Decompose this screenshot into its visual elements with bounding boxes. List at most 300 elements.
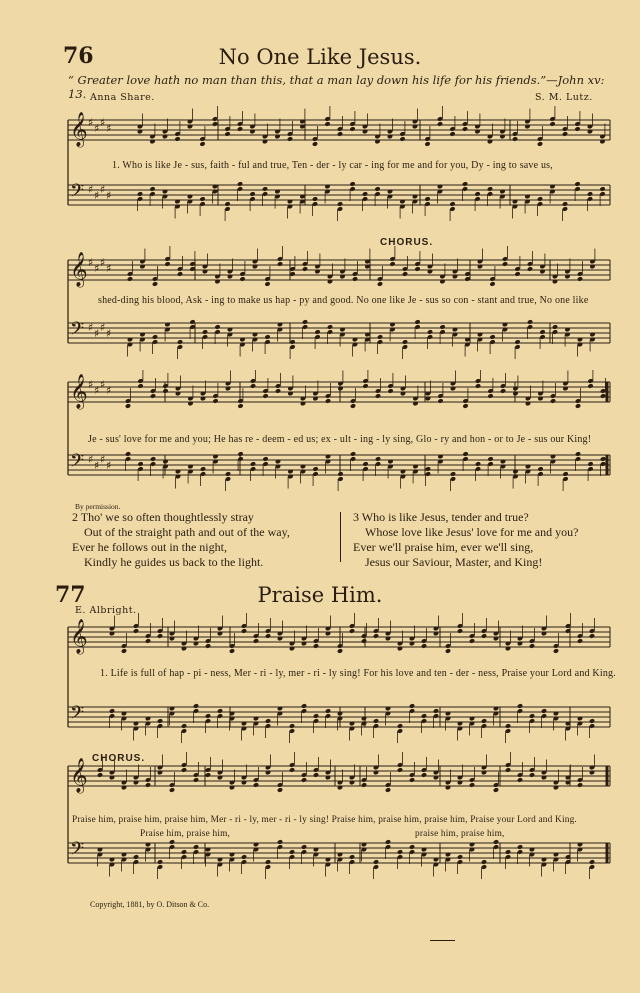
note xyxy=(589,332,595,352)
sharp-icon: ♯ xyxy=(94,327,100,340)
note xyxy=(445,633,451,654)
note xyxy=(553,711,559,731)
note xyxy=(412,464,418,484)
note xyxy=(514,256,520,277)
note xyxy=(169,706,175,726)
note xyxy=(373,618,379,639)
note xyxy=(202,254,208,275)
note xyxy=(452,327,458,347)
note xyxy=(187,109,193,130)
note xyxy=(399,199,405,219)
note xyxy=(402,339,408,359)
note xyxy=(397,849,403,869)
note xyxy=(205,757,211,778)
note xyxy=(489,266,495,287)
note xyxy=(462,451,468,471)
note xyxy=(253,623,259,644)
note xyxy=(487,456,493,476)
bass-clef-icon: 𝄢 xyxy=(70,451,85,476)
note xyxy=(421,847,427,867)
note xyxy=(187,386,193,407)
note xyxy=(445,711,451,731)
lyric-sub-77-b: praise him, praise him, xyxy=(415,829,505,839)
note xyxy=(289,849,295,869)
note xyxy=(324,184,330,204)
note xyxy=(262,124,268,145)
note xyxy=(439,324,445,344)
note xyxy=(589,859,595,879)
note xyxy=(229,852,235,872)
note xyxy=(377,266,383,287)
note xyxy=(433,857,439,877)
note xyxy=(361,623,367,644)
verse-2-line-1: 2 Tho' we so often thoughtlessly stray xyxy=(72,510,254,524)
note xyxy=(449,201,455,221)
note xyxy=(237,181,243,201)
note xyxy=(250,370,256,389)
note xyxy=(553,633,559,654)
note xyxy=(541,760,547,781)
note xyxy=(493,621,499,642)
note xyxy=(385,621,391,642)
note xyxy=(552,324,558,344)
note xyxy=(145,767,151,788)
note xyxy=(514,339,520,359)
note xyxy=(529,847,535,867)
note xyxy=(437,454,443,474)
note xyxy=(402,256,408,277)
note xyxy=(301,762,307,783)
note xyxy=(339,327,345,347)
note xyxy=(574,111,580,132)
sharp-icon: ♯ xyxy=(88,321,94,334)
note xyxy=(421,757,427,778)
note xyxy=(133,721,139,741)
note xyxy=(562,471,568,491)
note xyxy=(264,334,270,354)
note xyxy=(574,181,580,201)
note xyxy=(539,329,545,349)
note xyxy=(217,760,223,781)
note xyxy=(529,713,535,733)
note xyxy=(599,124,605,145)
note xyxy=(400,469,406,489)
note xyxy=(241,854,247,874)
note xyxy=(327,264,333,285)
note xyxy=(529,757,535,778)
note xyxy=(412,194,418,214)
sharp-icon: ♯ xyxy=(88,453,94,466)
note xyxy=(287,469,293,489)
note xyxy=(205,713,211,733)
note xyxy=(225,471,231,491)
note xyxy=(125,388,131,409)
note xyxy=(177,339,183,359)
note xyxy=(325,616,331,637)
treble-clef-icon: 𝄞 xyxy=(70,619,88,654)
music-system-77-1 xyxy=(0,612,640,752)
note xyxy=(517,844,523,864)
note xyxy=(121,852,127,872)
note xyxy=(433,760,439,781)
note xyxy=(450,471,456,491)
note xyxy=(350,451,356,471)
note xyxy=(214,324,220,344)
note xyxy=(262,456,268,476)
note xyxy=(562,201,568,221)
note xyxy=(389,246,395,267)
note xyxy=(517,703,523,723)
note xyxy=(214,264,220,285)
note xyxy=(349,854,355,874)
note xyxy=(325,454,331,474)
note xyxy=(505,631,511,652)
note xyxy=(253,767,259,788)
note xyxy=(313,713,319,733)
note xyxy=(277,322,283,342)
note xyxy=(302,319,308,339)
note xyxy=(150,456,156,476)
note xyxy=(125,451,131,471)
note xyxy=(177,256,183,277)
note xyxy=(457,854,463,874)
note xyxy=(164,322,170,342)
bass-clef-icon: 𝄢 xyxy=(70,319,85,344)
note xyxy=(193,626,199,647)
note xyxy=(169,839,175,859)
verse-2-line-3: Ever he follows out in the night, xyxy=(72,540,227,554)
note xyxy=(450,371,456,392)
note xyxy=(362,370,368,389)
note xyxy=(599,186,605,206)
note xyxy=(313,757,319,778)
note xyxy=(512,199,518,219)
note xyxy=(137,191,143,211)
sharp-icon: ♯ xyxy=(106,122,112,135)
note xyxy=(539,254,545,275)
note xyxy=(349,111,355,132)
note xyxy=(487,378,493,399)
note xyxy=(289,339,295,359)
note xyxy=(325,383,331,404)
hymn-title-77: Praise Him. xyxy=(257,583,383,607)
note xyxy=(375,456,381,476)
note xyxy=(237,111,243,132)
note xyxy=(162,189,168,209)
note xyxy=(577,842,583,862)
note xyxy=(265,718,271,738)
note xyxy=(174,199,180,219)
treble-clef-icon: 𝄞 xyxy=(70,252,88,287)
note xyxy=(537,196,543,216)
note xyxy=(512,121,518,142)
note xyxy=(241,765,247,786)
lyric-line-76-3: Je - sus' love for me and you; He has re - deem - ed us; ex - ult - ing - ly sing, Glo - ry and hon - or to Je - sus our King! xyxy=(88,434,592,445)
note xyxy=(502,246,508,267)
note xyxy=(145,842,151,862)
note xyxy=(227,327,233,347)
sharp-icon: ♯ xyxy=(106,262,112,275)
note xyxy=(385,706,391,726)
note xyxy=(425,381,431,402)
note xyxy=(462,181,468,201)
note xyxy=(437,383,443,404)
note xyxy=(464,337,470,357)
note xyxy=(493,772,499,793)
note xyxy=(327,324,333,344)
note xyxy=(589,249,595,270)
note xyxy=(527,319,533,339)
note xyxy=(193,844,199,864)
note xyxy=(361,842,367,862)
note xyxy=(549,184,555,204)
note xyxy=(212,454,218,474)
note xyxy=(325,760,331,781)
note xyxy=(277,772,283,793)
note xyxy=(375,378,381,399)
sharp-icon: ♯ xyxy=(94,189,100,202)
epigraph: “ Greater love hath no man than this, that a man lay down his life for his friends.”—John xv: 13. xyxy=(68,73,605,101)
note xyxy=(409,844,415,864)
note xyxy=(525,386,531,407)
note xyxy=(427,329,433,349)
note xyxy=(439,264,445,285)
note xyxy=(289,723,295,743)
note xyxy=(169,772,175,793)
note xyxy=(277,839,283,859)
note xyxy=(139,249,145,270)
note xyxy=(312,466,318,486)
note xyxy=(252,249,258,270)
note xyxy=(121,711,127,731)
lyric-line-77-2: Praise him, praise him, praise him, Mer - ri - ly, mer - ri - ly sing! Praise him, praise him, praise him, Praise your Lord and King. xyxy=(72,815,577,825)
note xyxy=(137,461,143,481)
note xyxy=(224,116,230,137)
note xyxy=(199,126,205,147)
note xyxy=(287,121,293,142)
note xyxy=(181,631,187,652)
sharp-icon: ♯ xyxy=(100,183,106,196)
note xyxy=(469,842,475,862)
note xyxy=(399,121,405,142)
note xyxy=(121,633,127,654)
note xyxy=(339,259,345,280)
copyright-note: Copyright, 1881, by O. Ditson & Co. xyxy=(90,900,210,909)
note xyxy=(469,716,475,736)
note xyxy=(265,618,271,639)
note xyxy=(475,370,481,389)
note xyxy=(389,322,395,342)
note xyxy=(565,765,571,786)
note xyxy=(600,456,606,476)
note xyxy=(374,124,380,145)
note xyxy=(127,337,133,357)
note xyxy=(277,621,283,642)
note xyxy=(474,114,480,135)
note xyxy=(175,469,181,489)
note xyxy=(457,765,463,786)
note xyxy=(387,459,393,479)
note xyxy=(481,859,487,879)
note xyxy=(150,378,156,399)
verse-2 xyxy=(72,510,290,570)
note xyxy=(277,246,283,267)
note xyxy=(157,859,163,879)
note xyxy=(149,186,155,206)
note xyxy=(505,849,511,869)
note xyxy=(181,752,187,773)
note xyxy=(181,849,187,869)
author-credit-77: E. Albright. xyxy=(75,605,137,616)
note xyxy=(202,329,208,349)
lyricist-credit: Anna Share. xyxy=(90,92,155,103)
note xyxy=(250,461,256,481)
sharp-icon: ♯ xyxy=(106,189,112,202)
note xyxy=(337,201,343,221)
note xyxy=(397,752,403,773)
sharp-icon: ♯ xyxy=(106,459,112,472)
note xyxy=(589,618,595,639)
note xyxy=(577,716,583,736)
bass-clef-icon: 𝄢 xyxy=(70,181,85,206)
sharp-icon: ♯ xyxy=(88,256,94,269)
note xyxy=(553,770,559,791)
note xyxy=(414,251,420,272)
note xyxy=(199,196,205,216)
note xyxy=(499,189,505,209)
note xyxy=(409,626,415,647)
note xyxy=(302,251,308,272)
note xyxy=(427,254,433,275)
note xyxy=(241,613,247,634)
note xyxy=(462,111,468,132)
note xyxy=(529,628,535,649)
note xyxy=(414,319,420,339)
treble-clef-icon: 𝄞 xyxy=(70,758,88,793)
note xyxy=(152,334,158,354)
note xyxy=(187,194,193,214)
sharp-icon: ♯ xyxy=(88,116,94,129)
note xyxy=(373,859,379,879)
sharp-icon: ♯ xyxy=(106,327,112,340)
note xyxy=(537,126,543,147)
note xyxy=(541,857,547,877)
lyric-line-76-2: shed-ding his blood, Ask - ing to make us hap - py and good. No one like Je - sus so con - stant and true, No one like xyxy=(98,295,589,306)
note xyxy=(550,383,556,404)
note xyxy=(289,752,295,773)
note xyxy=(187,464,193,484)
hymn-number-77: 77 xyxy=(55,582,86,608)
note xyxy=(493,839,499,859)
note xyxy=(349,765,355,786)
note xyxy=(139,332,145,352)
verse-3-line-4: Jesus our Saviour, Master, and King! xyxy=(365,555,543,569)
note xyxy=(157,755,163,776)
note xyxy=(541,708,547,728)
note xyxy=(301,844,307,864)
verse-3-line-3: Ever we'll praise him, ever we'll sing, xyxy=(353,540,534,554)
note xyxy=(133,854,139,874)
note xyxy=(452,259,458,280)
note xyxy=(541,616,547,637)
verse-3-line-1: 3 Who is like Jesus, tender and true? xyxy=(353,510,529,524)
note xyxy=(577,337,583,357)
sharp-icon: ♯ xyxy=(100,321,106,334)
note xyxy=(109,708,115,728)
note xyxy=(324,106,330,127)
chorus-label-76: CHORUS. xyxy=(380,237,434,248)
note xyxy=(312,196,318,216)
note xyxy=(464,261,470,282)
note xyxy=(337,852,343,872)
note xyxy=(600,378,606,399)
note xyxy=(424,196,430,216)
note xyxy=(589,755,595,776)
note xyxy=(421,713,427,733)
note xyxy=(287,376,293,397)
note xyxy=(239,337,245,357)
note xyxy=(313,628,319,649)
note xyxy=(164,246,170,267)
note xyxy=(349,721,355,741)
note xyxy=(121,770,127,791)
note xyxy=(575,451,581,471)
note xyxy=(137,114,143,135)
note xyxy=(377,334,383,354)
note xyxy=(387,189,393,209)
note xyxy=(152,266,158,287)
note xyxy=(512,469,518,489)
verse-3-line-2: Whose love like Jesus' love for me and you? xyxy=(365,525,579,539)
note xyxy=(174,121,180,142)
note xyxy=(577,767,583,788)
verse-3 xyxy=(353,510,578,570)
note xyxy=(587,191,593,211)
note xyxy=(550,454,556,474)
note xyxy=(145,623,151,644)
note xyxy=(577,623,583,644)
note xyxy=(265,755,271,776)
note xyxy=(589,718,595,738)
note xyxy=(445,770,451,791)
treble-clef-icon: 𝄞 xyxy=(70,374,88,409)
note xyxy=(437,184,443,204)
note xyxy=(409,703,415,723)
note xyxy=(145,716,151,736)
note xyxy=(189,251,195,272)
composer-credit: S. M. Lutz. xyxy=(535,92,593,103)
note xyxy=(200,381,206,402)
note xyxy=(109,616,115,637)
note xyxy=(264,266,270,287)
verse-2-line-4: Kindly he guides us back to the light. xyxy=(84,555,264,569)
note xyxy=(587,370,593,389)
note xyxy=(564,259,570,280)
note xyxy=(469,767,475,788)
note xyxy=(549,106,555,127)
note xyxy=(505,752,511,773)
note xyxy=(229,770,235,791)
note xyxy=(575,388,581,409)
note xyxy=(487,124,493,145)
note xyxy=(577,261,583,282)
note xyxy=(500,373,506,394)
note xyxy=(337,116,343,137)
note xyxy=(157,718,163,738)
note xyxy=(364,249,370,270)
bass-clef-icon: 𝄢 xyxy=(70,703,85,728)
note xyxy=(445,852,451,872)
